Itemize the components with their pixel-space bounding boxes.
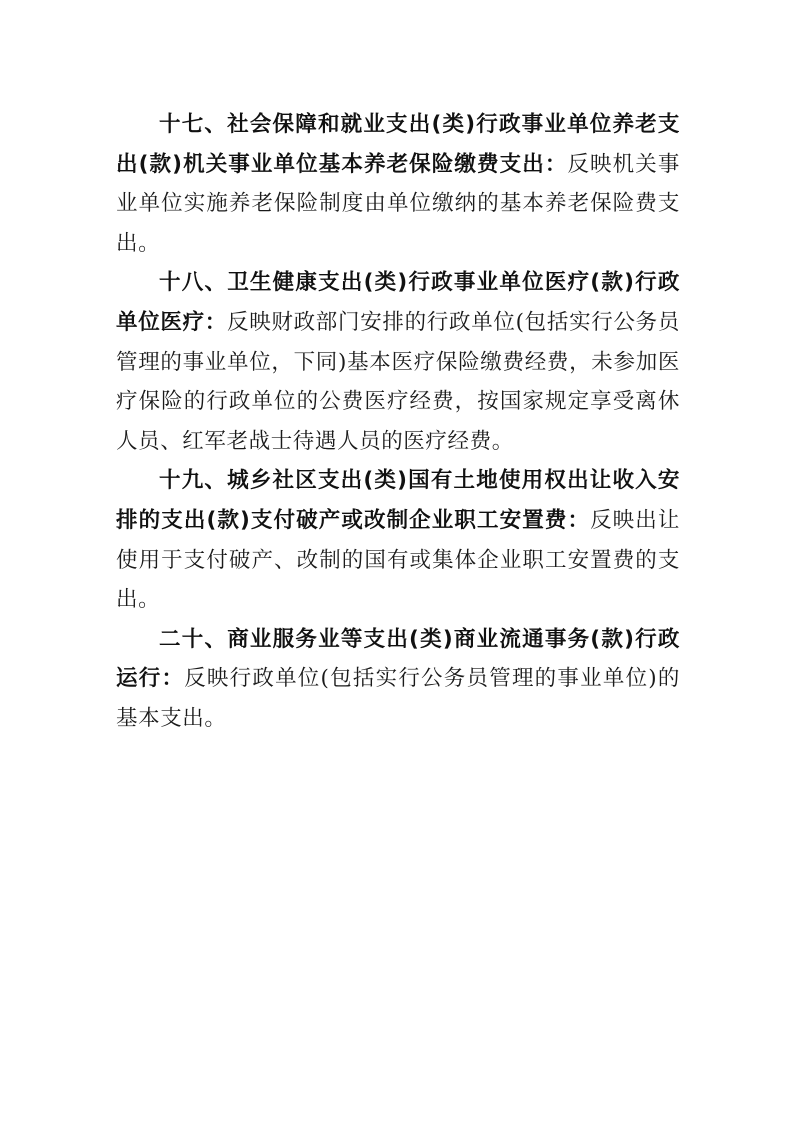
item-19-body: 反映出让使用于支付破产、改制的国有或集体企业职工安置费的支出。	[116, 507, 680, 613]
item-18-body: 反映财政部门安排的行政单位(包括实行公务员管理的事业单位，下同)基本医疗保险缴费经费，未参加医疗保险的行政单位的公费医疗经费，按国家规定享受离休人员、红军老战士待遇人员的医疗经费。	[116, 309, 680, 454]
item-19-heading: 十九、城乡社区支出(类)国有土地使用权出让收入安排的支出(款)支付破产或改制企业职工安置费：	[116, 468, 680, 533]
item-20-body: 反映行政单位(包括实行公务员管理的事业单位)的基本支出。	[116, 666, 681, 731]
item-20-heading: 二十、商业服务业等支出(类)商业流通事务(款)行政运行：	[116, 626, 680, 692]
paragraph-item-20	[116, 620, 680, 739]
item-18-heading: 十八、卫生健康支出(类)行政事业单位医疗(款)行政单位医疗：	[116, 270, 680, 335]
paragraph-item-17	[116, 105, 680, 263]
paragraph-item-18	[116, 263, 680, 461]
item-17-heading: 十七、社会保障和就业支出(类)行政事业单位养老支出(款)机关事业单位基本养老保险缴费支出：	[116, 112, 680, 177]
document-body	[116, 105, 680, 739]
item-17-body: 反映机关事业单位实施养老保险制度由单位缴纳的基本养老保险费支出。	[116, 151, 680, 256]
paragraph-item-19	[116, 461, 680, 619]
